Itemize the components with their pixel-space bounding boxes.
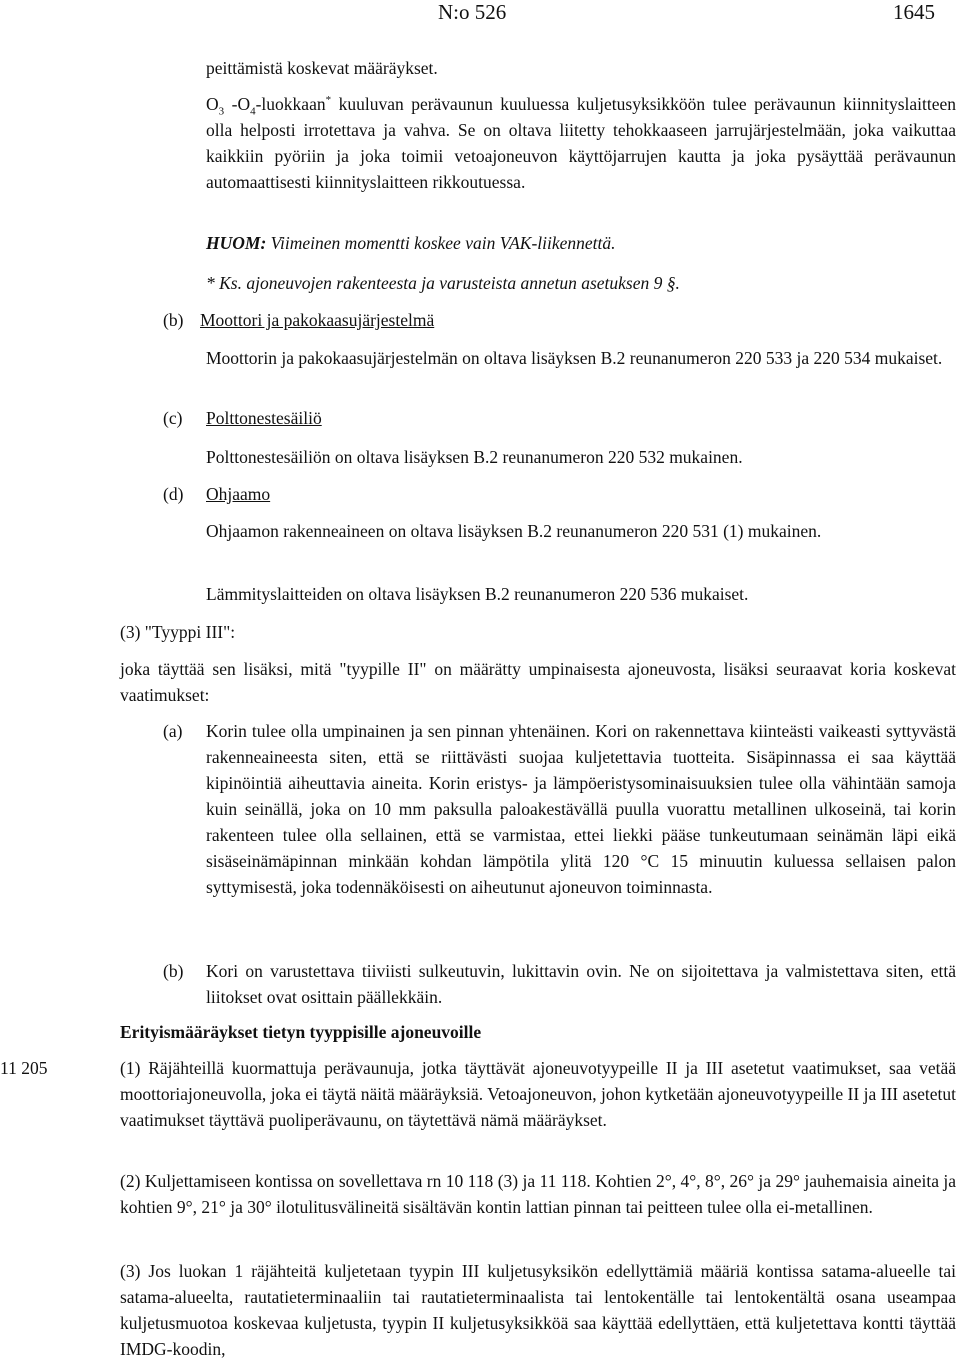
c-title: Polttonestesäiliö xyxy=(206,408,322,428)
asterisk: * xyxy=(325,94,332,107)
o-letter: O xyxy=(206,94,219,114)
type3-label: (3) "Tyyppi III": xyxy=(120,622,236,642)
b2-text: Kori on varustettava tiiviisti sulkeutuvin, lukittavin ovin. Ne on sijoitettava ja valmistettava siten, että liitokset ovat osittain päällekkäin. xyxy=(206,961,956,1007)
d-title: Ohjaamo xyxy=(206,484,271,504)
p3-marker: (3) xyxy=(120,1261,141,1281)
c-text: Polttonestesäiliön on oltava lisäyksen B.2 reunanumeron 220 532 mukainen. xyxy=(206,447,743,467)
line-continuation: peittämistä koskevat määräykset. xyxy=(206,58,438,78)
d-text-2: Lämmityslaitteiden on oltava lisäyksen B.2 reunanumeron 220 536 mukaiset. xyxy=(206,584,749,604)
huom-note xyxy=(206,230,616,256)
b-text: Moottorin ja pakokaasujärjestelmän on oltava lisäyksen B.2 reunanumeron 220 533 ja 220 534 mukaiset. xyxy=(206,348,943,368)
b-title: Moottori ja pakokaasujärjestelmä xyxy=(200,310,435,330)
o3-text: kuuluvan perävaunun kuuluessa kuljetusyksikköön tulee perävaunun kiinnityslaitteen olla helposti irrotettava ja vahva. Se on oltava liitetty tehokkaaseen jarrujärjestelmään, joka vaikuttaa kaikkiin pyöriin ja joka toimii vetoajoneuvon käyttöjarrujen kautta ja joka pysäyttää perävaunun automaattisesti kiinnityslaitteen rikkoutuessa. xyxy=(206,94,957,192)
page-number: 1645 xyxy=(893,0,935,24)
d-marker: (d) xyxy=(163,484,184,504)
page-label: N:o 526 xyxy=(438,0,507,24)
b2-marker: (b) xyxy=(163,961,184,981)
section-heading: Erityismääräykset tietyn tyyppisille ajoneuvoille xyxy=(120,1022,482,1042)
ks-note: * Ks. ajoneuvojen rakenteesta ja varusteista annetun asetuksen 9 §. xyxy=(206,273,680,293)
p2-marker: (2) xyxy=(120,1171,141,1191)
huom-text: Viimeinen momentti koskee vain VAK-liikennettä. xyxy=(266,233,616,253)
p2-text: Kuljettamiseen kontissa on sovellettava rn 10 118 (3) ja 11 118. Kohtien 2°, 4°, 8°, 26° ja 29° jauhemaisia aineita ja kohtien 9°, 21° ja 30° ilotulitusvälineitä sisältävän kontin lattian pinnan tai peitteen tulee olla ei-metallinen. xyxy=(120,1171,957,1217)
subscript-3: 3 xyxy=(218,105,225,118)
o3-paragraph xyxy=(206,91,956,195)
a2-marker: (a) xyxy=(163,721,183,741)
subscript-4: 4 xyxy=(250,105,256,118)
p1-text: Räjähteillä kuormattuja perävaunuja, jotka täyttävät ajoneuvotyypeille II ja III asetetut vaatimukset, saa vetää moottoriajoneuvolla, joka ei täytä näitä määräyksiä. Vetoajoneuvon, johon kytketään ajoneuvotyypeille II ja III asetetut vaatimukset täyttävä puoliperävaunu, on täytettävä nämä määräykset. xyxy=(120,1058,957,1130)
p1-marker: (1) xyxy=(120,1058,141,1078)
d-text-1: Ohjaamon rakenneaineen on oltava lisäyksen B.2 reunanumeron 220 531 (1) mukainen. xyxy=(206,521,822,541)
b-marker: (b) xyxy=(163,310,184,330)
p3-text: Jos luokan 1 räjähteitä kuljetetaan tyypin III kuljetusyksikön edellyttämiä määriä kontissa satama-alueelle tai satama-alueelta, rautatieterminaaliin tai rautatieterminaalista tai lentokentälle tai lentokentältä osana useampaa kuljetusmuotoa koskevaa kuljetusta, tyypin II kuljetusyksikköä saa käyttää edellyttäen, että kuljetettava kontti täyttää IMDG-koodin, xyxy=(120,1261,956,1359)
c-marker: (c) xyxy=(163,408,183,428)
class-text: -luokkaan xyxy=(255,94,326,114)
paragraph-1 xyxy=(120,1055,956,1133)
type3-intro: joka täyttää sen lisäksi, mitä "tyypille II" on määrätty umpinaisesta ajoneuvosta, lisäksi seuraavat koria koskevat vaatimukset: xyxy=(120,659,956,705)
paragraph-2 xyxy=(120,1168,956,1220)
a2-text: Korin tulee olla umpinainen ja sen pinnan yhtenäinen. Kori on rakennettava kiinteästi vaikeasti syttyvästä rakenneaineesta siten, että se riittävästi suojaa kuljetettavia tuotteita. Sisäpinnassa ei saa käyttää kipinöintiä aiheuttavia aineita. Korin eristys- ja lämpöeristysominaisuuksien tulee olla vähintään samoja kuin seinällä, joka on 10 mm paksulla paloakestävällä puulla vuorattu metallinen ulkoseinä, tai korin rakenteen tulee olla sellainen, että se varmistaa, ettei liekki pääse tunkeutumaan seinämän läpi eikä sisäseinämäpinnan minkään kohdan lämpötila ylitä 120 °C 15 minuutin kuluessa sellaisen palon syttymisestä, joka todennäköisesti on aiheutunut ajoneuvon toiminnasta. xyxy=(206,721,956,897)
margin-number: 11 205 xyxy=(0,1058,48,1078)
huom-label: HUOM: xyxy=(206,233,267,253)
dash-o-letter: -O xyxy=(231,94,251,114)
paragraph-3 xyxy=(120,1258,956,1362)
